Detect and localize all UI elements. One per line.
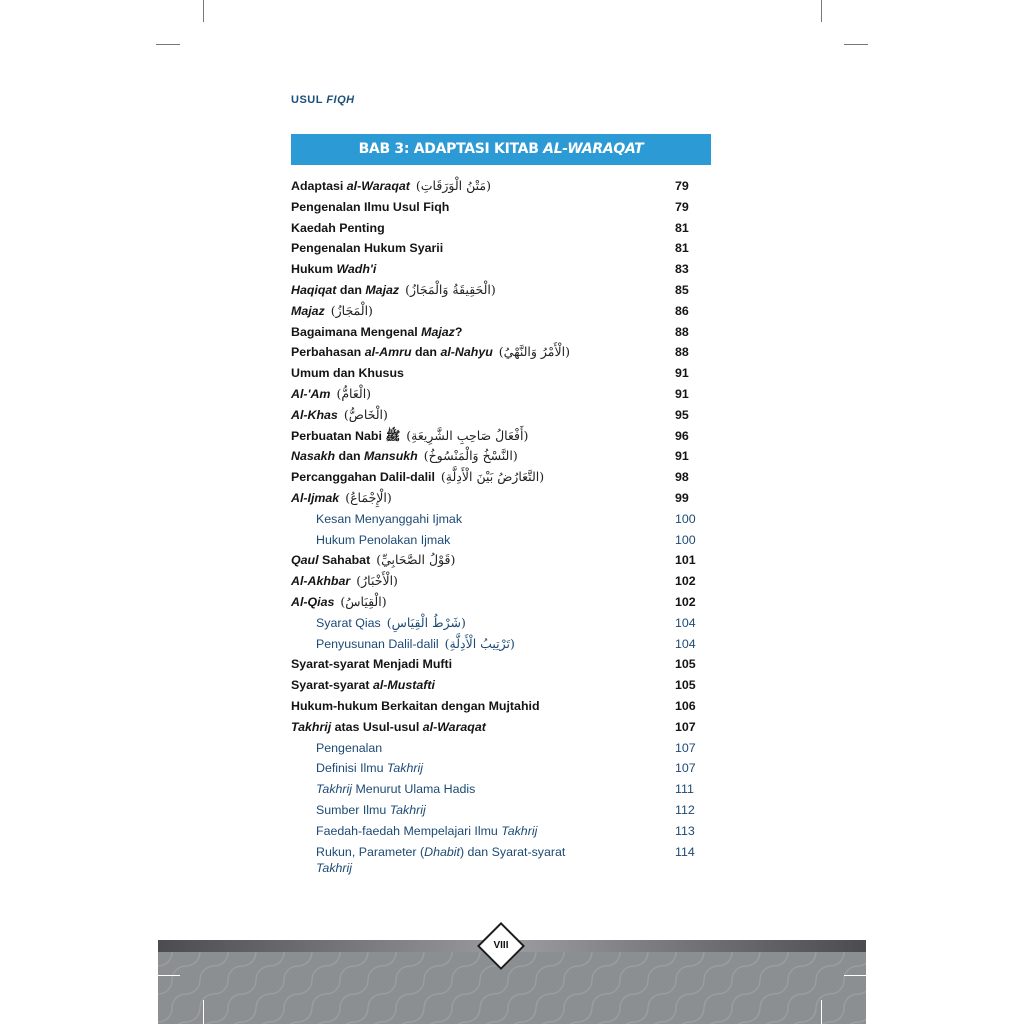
toc-entry[interactable] bbox=[291, 218, 711, 239]
toc-entry[interactable] bbox=[291, 717, 711, 738]
toc-title-part: dan bbox=[411, 345, 441, 360]
toc-entry[interactable] bbox=[291, 259, 711, 280]
toc-title-part: Takhrij bbox=[291, 719, 332, 734]
arabic-term: (الْإِجْمَاعُ) bbox=[345, 489, 392, 505]
toc-subentry[interactable] bbox=[291, 738, 711, 759]
toc-entry[interactable] bbox=[291, 488, 711, 509]
toc-entry-title bbox=[291, 717, 486, 738]
toc-title-part: Takhrij bbox=[389, 802, 426, 817]
toc-entry-title bbox=[291, 426, 528, 447]
toc-title-part: Percanggahan Dalil-dalil bbox=[291, 470, 435, 485]
toc-entry[interactable] bbox=[291, 197, 711, 218]
crop-mark bbox=[203, 0, 204, 22]
toc-entry[interactable] bbox=[291, 467, 711, 488]
toc-entry-title bbox=[291, 363, 404, 384]
toc-entry-title bbox=[316, 530, 450, 551]
toc-entry-title bbox=[316, 800, 426, 821]
page-number: VIII bbox=[493, 940, 509, 951]
toc-title-part: Al-Qias bbox=[291, 594, 335, 609]
toc-title-part: Syarat Qias bbox=[316, 615, 381, 630]
toc-entry-title bbox=[316, 844, 596, 876]
toc-entry[interactable] bbox=[291, 426, 711, 447]
toc-entry-title bbox=[291, 301, 373, 322]
toc-entry[interactable] bbox=[291, 280, 711, 301]
toc-entry[interactable] bbox=[291, 384, 711, 405]
toc-entry[interactable] bbox=[291, 342, 711, 363]
toc-entry-title bbox=[316, 758, 423, 779]
toc-entry[interactable] bbox=[291, 363, 711, 384]
toc-page-number: 107 bbox=[675, 719, 696, 734]
arabic-term: (الْأَخْبَارُ) bbox=[356, 573, 398, 589]
toc-entry-title bbox=[291, 259, 376, 280]
arabic-term: (الْقِيَاسُ) bbox=[340, 593, 387, 609]
toc-title-part: Mansukh bbox=[364, 449, 418, 464]
toc-title-part: Nasakh bbox=[291, 449, 336, 464]
toc-title-part: Syarat-syarat Menjadi Mufti bbox=[291, 657, 453, 672]
toc-page-number: 105 bbox=[675, 678, 696, 693]
toc-title-part: dan bbox=[335, 449, 365, 464]
toc-title-part: Menurut Ulama Hadis bbox=[352, 782, 476, 797]
toc-subentry[interactable] bbox=[291, 779, 711, 800]
toc-entry-title bbox=[316, 779, 475, 800]
toc-page-number: 106 bbox=[675, 698, 696, 713]
toc-entry-title bbox=[291, 446, 518, 467]
toc-page-number: 91 bbox=[675, 386, 689, 401]
toc-title-part: ? bbox=[454, 324, 463, 339]
toc-title-part: Perbuatan Nabi ﷺ bbox=[291, 428, 401, 443]
toc-title-part: Majaz bbox=[291, 303, 325, 318]
toc-entry[interactable] bbox=[291, 446, 711, 467]
toc-entry[interactable] bbox=[291, 322, 711, 343]
running-head bbox=[291, 94, 355, 106]
toc-entry-title bbox=[316, 821, 537, 842]
toc-entry-title bbox=[291, 467, 544, 488]
toc-page-number: 104 bbox=[675, 615, 696, 630]
toc-page-number: 91 bbox=[675, 366, 689, 381]
crop-mark bbox=[203, 1000, 204, 1024]
toc-title-part: Dhabit bbox=[424, 844, 460, 859]
toc-entry[interactable] bbox=[291, 550, 711, 571]
arabic-term: (الْحَقِيقَةُ وَالْمَجَازُ) bbox=[405, 281, 496, 297]
toc-title-part: Bagaimana Mengenal bbox=[291, 324, 422, 339]
toc-title-part: Takhrij bbox=[316, 782, 353, 797]
toc-title-part: Faedah-faedah Mempelajari Ilmu bbox=[316, 823, 502, 838]
toc-entry[interactable] bbox=[291, 301, 711, 322]
toc-entry-title bbox=[291, 654, 452, 675]
toc-title-part: Haqiqat bbox=[291, 282, 337, 297]
toc-page-number: 95 bbox=[675, 407, 689, 422]
toc-title-part: Majaz bbox=[365, 282, 400, 297]
toc-entry-title bbox=[291, 322, 462, 343]
toc-page-number: 101 bbox=[675, 553, 696, 568]
toc-page-number: 102 bbox=[675, 594, 696, 609]
toc-page-number: 113 bbox=[675, 823, 695, 838]
toc-title-part: Pengenalan Hukum Syarii bbox=[291, 241, 444, 256]
toc-subentry[interactable] bbox=[291, 842, 711, 876]
toc-entry[interactable] bbox=[291, 571, 711, 592]
toc-entry-title bbox=[291, 280, 496, 301]
toc-page-number: 98 bbox=[675, 470, 689, 485]
toc-page-number: 99 bbox=[675, 490, 689, 505]
toc-title-part: Takhrij bbox=[316, 860, 353, 875]
toc-title-part: al-Waraqat bbox=[422, 719, 486, 734]
crop-mark bbox=[844, 44, 868, 45]
toc-subentry[interactable] bbox=[291, 758, 711, 779]
arabic-term: (قَوْلُ الصَّحَابِيِّ) bbox=[376, 552, 456, 568]
toc-title-part: Hukum-hukum Berkaitan dengan Mujtahid bbox=[291, 698, 540, 713]
toc-title-part: Al-Akhbar bbox=[291, 574, 351, 589]
toc-title-part: Sahabat bbox=[318, 553, 371, 568]
toc-page-number: 111 bbox=[675, 782, 694, 797]
toc-title-part: Sumber Ilmu bbox=[316, 802, 390, 817]
toc-subentry[interactable] bbox=[291, 509, 711, 530]
toc-entry-title bbox=[291, 571, 398, 592]
running-head-italic: FIQH bbox=[326, 94, 355, 106]
toc-subentry[interactable] bbox=[291, 530, 711, 551]
toc-title-part: Hukum bbox=[291, 262, 337, 277]
toc-title-part: Pengenalan Ilmu Usul Fiqh bbox=[291, 199, 450, 214]
toc-entry-title bbox=[291, 238, 443, 259]
toc-subentry[interactable] bbox=[291, 821, 711, 842]
toc-page-number: 81 bbox=[675, 220, 689, 235]
arabic-term: (تَرْتِيبُ الْأَدِلَّةِ) bbox=[444, 635, 515, 651]
toc-entry-title bbox=[291, 592, 387, 613]
toc-entry-title bbox=[291, 696, 540, 717]
toc-entry-title bbox=[291, 342, 570, 363]
crop-mark bbox=[821, 1000, 822, 1024]
crop-mark bbox=[158, 975, 180, 976]
toc-title-part: al-Amru bbox=[364, 345, 412, 360]
toc-title-part: Rukun, Parameter ( bbox=[316, 844, 425, 859]
toc-title-part: Qaul bbox=[291, 553, 319, 568]
toc-page-number: 96 bbox=[675, 428, 689, 443]
crop-mark bbox=[821, 0, 822, 22]
arabic-term: (الْعَامُّ) bbox=[336, 385, 372, 401]
toc-page-number: 107 bbox=[675, 740, 696, 755]
toc-entry[interactable] bbox=[291, 238, 711, 259]
arabic-term: (شَرْطُ الْقِيَاسِ) bbox=[386, 614, 466, 630]
toc-title-part: Definisi Ilmu bbox=[316, 761, 387, 776]
toc-entry-title bbox=[291, 488, 392, 509]
toc-title-part: atas Usul-usul bbox=[331, 719, 423, 734]
toc-title-part: Syarat-syarat bbox=[291, 678, 373, 693]
toc-page-number: 100 bbox=[675, 532, 696, 547]
toc-title-part: Al-Ijmak bbox=[291, 490, 340, 505]
toc-title-part: Majaz bbox=[421, 324, 455, 339]
toc-title-part: al-Waraqat bbox=[346, 179, 410, 193]
arabic-term: (الْخَاصُّ) bbox=[343, 406, 388, 422]
table-of-contents bbox=[291, 176, 711, 876]
arabic-term: (الْمَجَازُ) bbox=[330, 302, 373, 318]
toc-page-number: 91 bbox=[675, 449, 689, 464]
toc-page-number: 112 bbox=[675, 802, 695, 817]
toc-title-part: al-Nahyu bbox=[440, 345, 493, 360]
toc-entry-title bbox=[291, 176, 491, 197]
toc-page-number: 79 bbox=[675, 179, 689, 193]
toc-title-part: Umum dan Khusus bbox=[291, 366, 404, 381]
crop-mark bbox=[156, 44, 180, 45]
toc-entry-title bbox=[316, 509, 462, 530]
toc-title-part: Al-'Am bbox=[291, 386, 331, 401]
chapter-title: BAB 3: ADAPTASI KITAB bbox=[358, 141, 539, 157]
toc-page-number: 104 bbox=[675, 636, 696, 651]
toc-title-part: Kaedah Penting bbox=[291, 220, 385, 235]
toc-page-number: 86 bbox=[675, 303, 689, 318]
toc-entry-title bbox=[291, 384, 371, 405]
toc-entry[interactable] bbox=[291, 654, 711, 675]
toc-title-part: dan bbox=[336, 282, 366, 297]
toc-page-number: 83 bbox=[675, 262, 689, 277]
toc-entry-title bbox=[291, 197, 449, 218]
toc-title-part: Wadh'i bbox=[336, 262, 377, 277]
toc-title-part: Penyusunan Dalil-dalil bbox=[316, 636, 439, 651]
toc-entry-title bbox=[291, 675, 435, 696]
arabic-term: (مَتْنُ الْوَرَقَاتِ) bbox=[415, 178, 491, 193]
toc-title-part: Takhrij bbox=[386, 761, 423, 776]
toc-subentry[interactable] bbox=[291, 613, 711, 634]
toc-title-part: Pengenalan bbox=[316, 740, 383, 755]
crop-mark bbox=[844, 975, 866, 976]
toc-entry[interactable] bbox=[291, 405, 711, 426]
toc-page-number: 85 bbox=[675, 282, 689, 297]
toc-page-number: 81 bbox=[675, 241, 689, 256]
toc-page-number: 114 bbox=[675, 844, 695, 859]
arabic-term: (أَفْعَالُ صَاحِبِ الشَّرِيعَةِ) bbox=[406, 427, 529, 443]
toc-entry-title bbox=[316, 613, 466, 634]
toc-entry[interactable] bbox=[291, 592, 711, 613]
toc-entry[interactable] bbox=[291, 176, 711, 197]
toc-entry-title bbox=[291, 405, 388, 426]
toc-entry-title bbox=[291, 550, 455, 571]
toc-title-part: Perbahasan bbox=[291, 345, 365, 360]
toc-page-number: 107 bbox=[675, 761, 696, 776]
chapter-title-italic: AL-WARAQAT bbox=[543, 141, 644, 157]
toc-title-part: Kesan Menyanggahi Ijmak bbox=[316, 511, 463, 526]
toc-subentry[interactable] bbox=[291, 800, 711, 821]
toc-entry-title bbox=[316, 634, 515, 655]
toc-page-number: 105 bbox=[675, 657, 696, 672]
toc-entry[interactable] bbox=[291, 675, 711, 696]
running-head-word: USUL bbox=[291, 94, 323, 106]
toc-page-number: 100 bbox=[675, 511, 696, 526]
toc-page-number: 88 bbox=[675, 324, 689, 339]
toc-entry-title bbox=[316, 738, 382, 759]
toc-title-part: ) dan Syarat-syarat bbox=[459, 844, 566, 859]
toc-title-part: al-Mustafti bbox=[372, 678, 435, 693]
arabic-term: (الْأَمْرُ وَالنَّهْيُ) bbox=[498, 344, 570, 360]
toc-page-number: 102 bbox=[675, 574, 696, 589]
arabic-term: (التَّعَارُضُ بَيْنَ الْأَدِلَّةِ) bbox=[440, 469, 545, 485]
toc-subentry[interactable] bbox=[291, 634, 711, 655]
toc-title-part: Al-Khas bbox=[291, 407, 338, 422]
toc-title-part: Adaptasi bbox=[291, 179, 347, 193]
toc-entry[interactable] bbox=[291, 696, 711, 717]
chapter-banner bbox=[291, 134, 711, 165]
toc-entry-title bbox=[291, 218, 385, 239]
toc-page-number: 79 bbox=[675, 199, 689, 214]
toc-title-part: Hukum Penolakan Ijmak bbox=[316, 532, 451, 547]
toc-title-part: Takhrij bbox=[501, 823, 538, 838]
toc-page-number: 88 bbox=[675, 345, 689, 360]
arabic-term: (النَّسْخُ وَالْمَنْسُوخُ) bbox=[423, 448, 518, 464]
